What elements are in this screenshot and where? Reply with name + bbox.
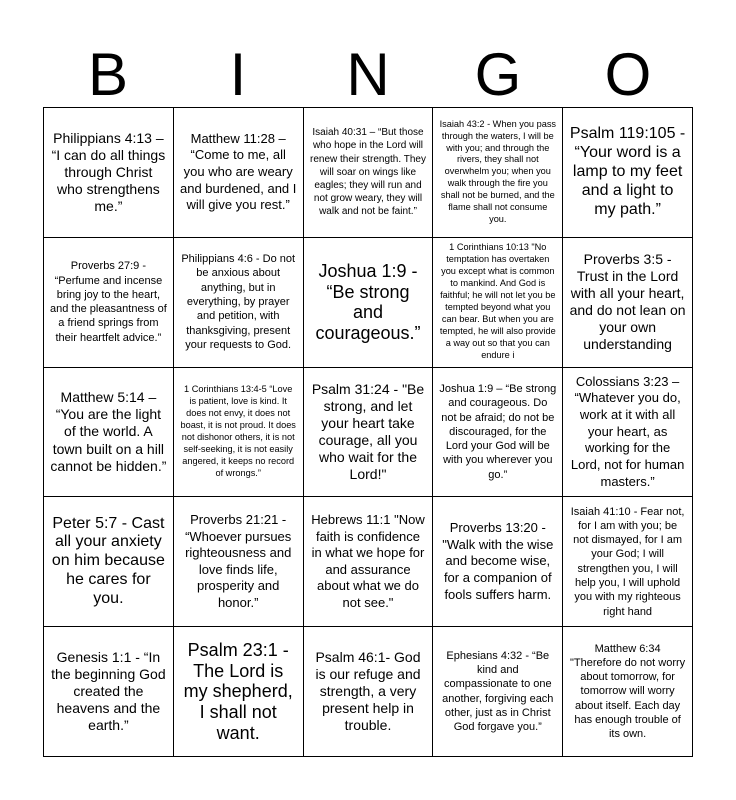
bingo-cell bbox=[44, 497, 174, 627]
bingo-cell bbox=[304, 627, 434, 757]
cell-text: Hebrews 11:1 "Now faith is confidence in what we hope for and assurance about what we do not see." bbox=[311, 511, 425, 611]
cell-text: Isaiah 41:10 - Fear not, for I am with you; be not dismayed, for I am your God; I will strengthen you, I will help you, I will uphold you with my righteous right hand bbox=[570, 505, 685, 618]
bingo-cell bbox=[563, 368, 693, 498]
bingo-cell bbox=[563, 497, 693, 627]
bingo-cell bbox=[44, 108, 174, 238]
header-letter-b: B bbox=[87, 41, 129, 108]
bingo-cell bbox=[44, 368, 174, 498]
cell-text: 1 Corinthians 10:13 "No temptation has overtaken you except what is common to mankind. And God is faithful; he will not let you be tempted beyond what you can bear. But when you are tempted, he will also provide a way out so that you can endure i bbox=[439, 242, 556, 360]
cell-text: Proverbs 27:9 - “Perfume and incense bring joy to the heart, and the pleasantness of a friend springs from their heartfelt advice.” bbox=[50, 260, 167, 344]
bingo-cell bbox=[433, 108, 563, 238]
bingo-cell bbox=[433, 238, 563, 368]
bingo-cell bbox=[304, 108, 434, 238]
cell-text: Joshua 1:9 – “Be strong and courageous. Do not be afraid; do not be discouraged, for the Lord your God will be with you wherever you go.” bbox=[439, 382, 557, 481]
cell-text: Matthew 6:34 "Therefore do not worry about tomorrow, for tomorrow will worry about itself. Each day has enough trouble of its own. bbox=[570, 642, 686, 741]
cell-text: Psalm 119:105 - “Your word is a lamp to my feet and a light to my path.” bbox=[569, 125, 686, 218]
cell-text: Isaiah 40:31 – “But those who hope in the Lord will renew their strength. They will soar on wings like eagles; they will run and not grow weary, they will walk and not be faint.” bbox=[309, 127, 426, 218]
bingo-cell bbox=[174, 368, 304, 498]
cell-text: Philippians 4:6 - Do not be anxious about anything, but in everything, by prayer and petition, with thanksgiving, present your requests to God. bbox=[181, 253, 296, 351]
bingo-cell bbox=[563, 238, 693, 368]
bingo-cell bbox=[563, 627, 693, 757]
bingo-cell bbox=[433, 627, 563, 757]
bingo-header bbox=[43, 41, 693, 108]
header-letter-i: I bbox=[229, 41, 247, 108]
header-letter-g: G bbox=[474, 41, 522, 108]
cell-text: Joshua 1:9 - “Be strong and courageous.” bbox=[315, 260, 421, 343]
cell-text: Psalm 46:1- God is our refuge and strength, a very present help in trouble. bbox=[315, 648, 421, 734]
cell-text: Psalm 23:1 - The Lord is my shepherd, I shall not want. bbox=[183, 639, 293, 743]
cell-text: Philippians 4:13 – “I can do all things through Christ who strengthens me.” bbox=[51, 129, 166, 215]
bingo-cell bbox=[304, 497, 434, 627]
bingo-cell bbox=[174, 627, 304, 757]
bingo-cell bbox=[433, 368, 563, 498]
bingo-cell bbox=[304, 368, 434, 498]
cell-text: Psalm 31:24 - "Be strong, and let your heart take courage, all you who wait for the Lord!" bbox=[311, 380, 425, 483]
cell-text: Proverbs 13:20 - "Walk with the wise and become wise, for a companion of fools suffers harm. bbox=[442, 520, 554, 602]
bingo-cell bbox=[563, 108, 693, 238]
bingo-cell bbox=[433, 497, 563, 627]
bingo-cell bbox=[44, 238, 174, 368]
cell-text: Matthew 11:28 – “Come to me, all you who are weary and burdened, and I will give you rest.” bbox=[180, 130, 297, 213]
bingo-cell bbox=[304, 238, 434, 368]
bingo-cell bbox=[44, 627, 174, 757]
cell-text: Isaiah 43:2 - When you pass through the waters, I will be with you; and through the rivers, they shall not overwhelm you; when you walk through the fire you shall not be burned, and the flame shall not consume you. bbox=[439, 118, 557, 225]
cell-text: Proverbs 3:5 - Trust in the Lord with all your heart, and do not lean on your own understanding bbox=[569, 250, 686, 353]
cell-text: Ephesians 4:32 - “Be kind and compassionate to one another, forgiving each other, just as in Christ God forgave you.” bbox=[442, 649, 554, 734]
cell-text: Colossians 3:23 – “Whatever you do, work at it with all your heart, as working for the Lord, not for human masters.” bbox=[570, 373, 685, 489]
bingo-cell bbox=[174, 108, 304, 238]
cell-text: Proverbs 21:21 - “Whoever pursues righteousness and love finds life, prosperity and honor.” bbox=[185, 511, 292, 611]
cell-text: Peter 5:7 - Cast all your anxiety on him because he cares for you. bbox=[51, 514, 165, 608]
cell-text: Matthew 5:14 – “You are the light of the world. A town built on a hill cannot be hidden.” bbox=[50, 389, 167, 474]
header-letter-n: N bbox=[346, 41, 390, 108]
bingo-board bbox=[43, 107, 693, 757]
bingo-cell bbox=[174, 238, 304, 368]
header-letter-o: O bbox=[604, 41, 652, 108]
bingo-cell bbox=[174, 497, 304, 627]
cell-text: Genesis 1:1 - “In the beginning God created the heavens and the earth.” bbox=[51, 648, 166, 734]
cell-text: 1 Corinthians 13:4-5 “Love is patient, love is kind. It does not envy, it does not boast, it is not proud. It does not dishonor others, it is not self-seeking, it is not easily angered, it keeps no record of wrongs.” bbox=[180, 384, 296, 478]
